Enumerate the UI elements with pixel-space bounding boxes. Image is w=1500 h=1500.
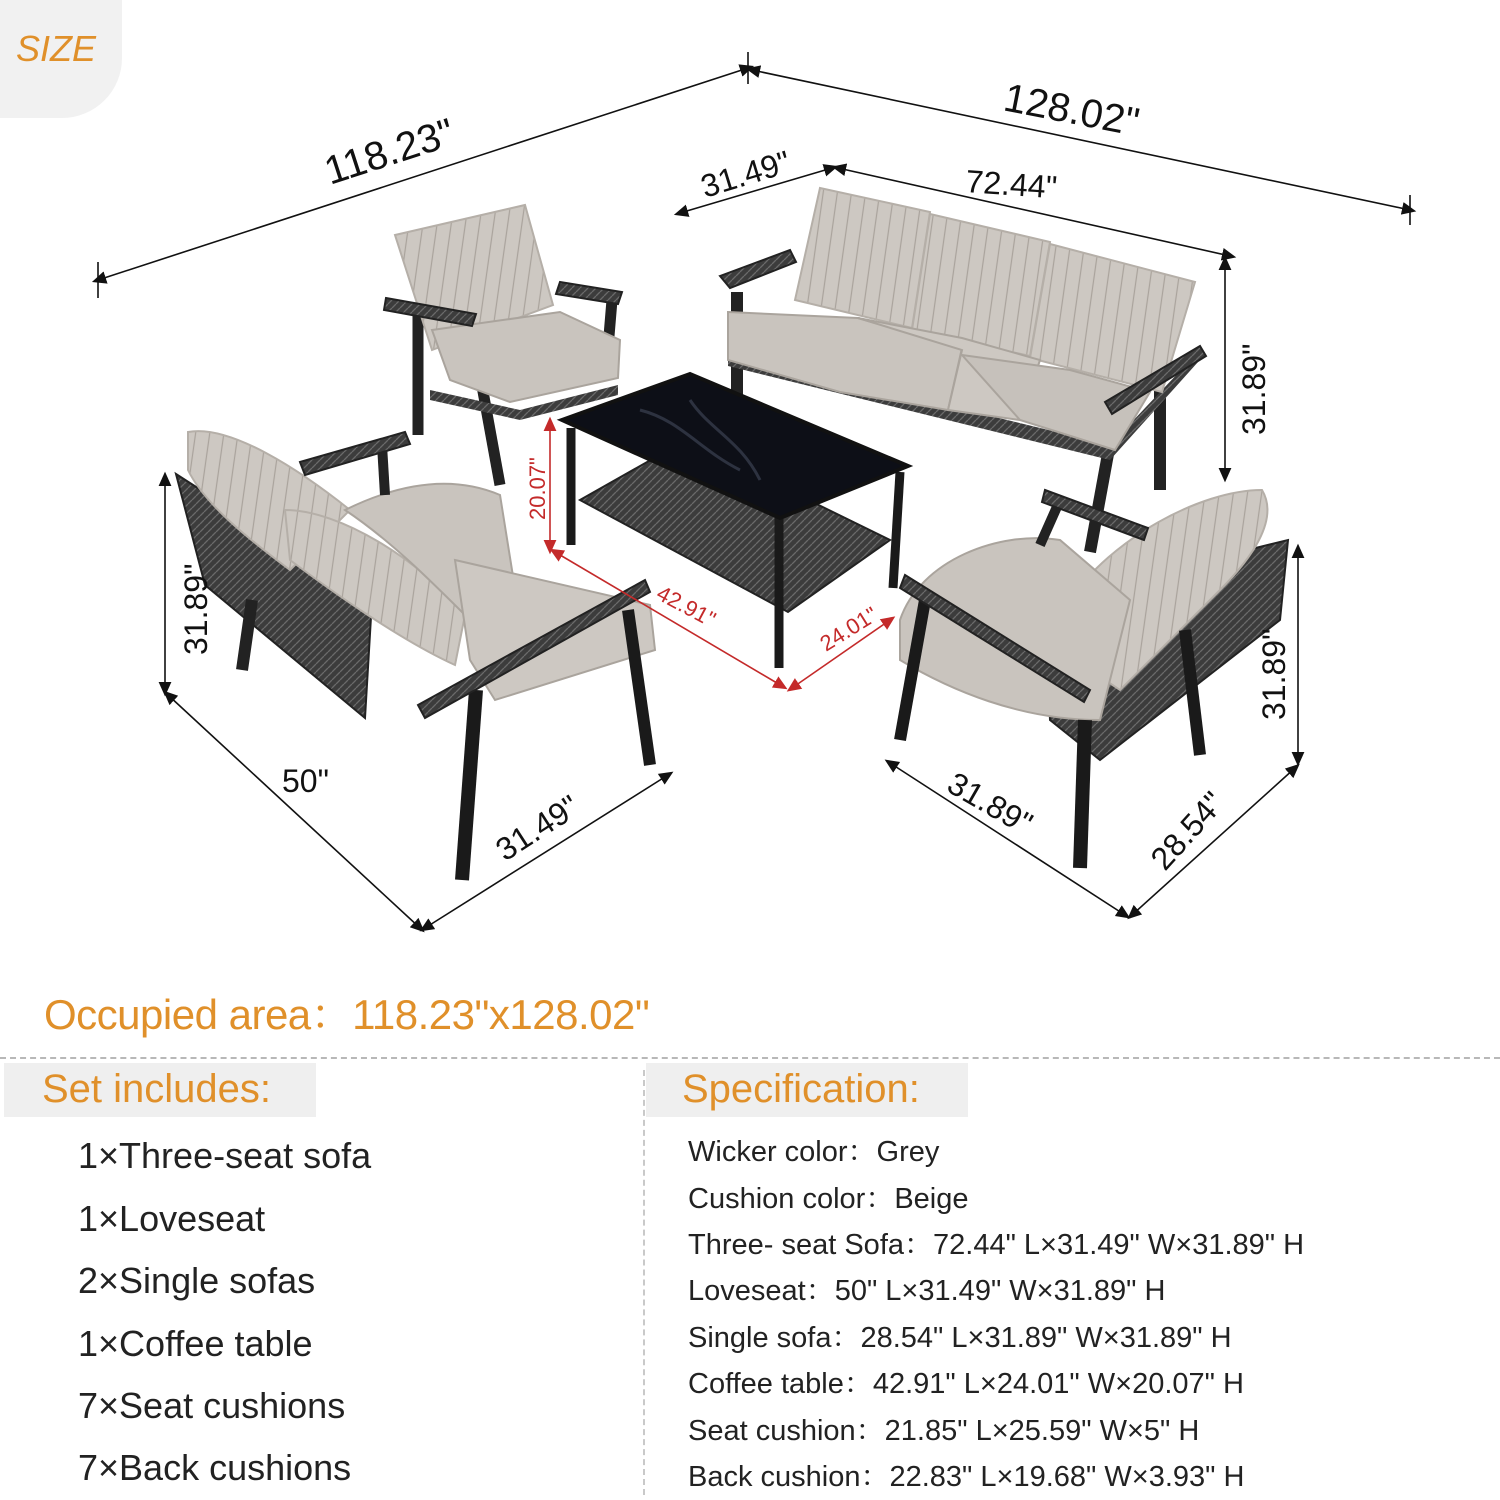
dim-loveseat-depth: 31.49" — [489, 787, 586, 868]
size-badge-label: SIZE — [16, 28, 97, 69]
set-includes-title: Set includes: — [42, 1067, 272, 1111]
spec-item: Wicker color：Grey — [688, 1136, 940, 1168]
set-item: 7×Back cushions — [78, 1447, 352, 1488]
dim-overall-right: 128.02" — [1000, 75, 1143, 145]
occupied-area: Occupied area：118.23"x128.02" — [44, 991, 650, 1038]
set-item: 1×Three-seat sofa — [78, 1135, 372, 1176]
spec-item: Coffee table：42.91" L×24.01" W×20.07" H — [688, 1368, 1244, 1400]
dim-table-width: 24.01" — [815, 601, 882, 657]
spec-item: Three- seat Sofa：72.44" L×31.49" W×31.89" H — [688, 1229, 1305, 1261]
specification-header — [646, 1063, 968, 1117]
column-divider — [643, 1070, 645, 1495]
dim-single-height: 31.89" — [1256, 628, 1292, 720]
dim-loveseat-height: 31.89" — [178, 563, 214, 655]
set-item: 7×Seat cushions — [78, 1385, 346, 1426]
dim-sofa-depth: 31.49" — [696, 143, 795, 205]
set-item: 2×Single sofas — [78, 1260, 316, 1301]
dim-sofa-height: 31.89" — [1236, 343, 1272, 435]
dim-sofa-length: 72.44" — [964, 163, 1059, 206]
set-item: 1×Coffee table — [78, 1323, 313, 1364]
set-includes-header — [4, 1063, 316, 1117]
dim-single-depth: 31.89" — [941, 764, 1039, 842]
dim-table-length: 42.91" — [652, 580, 720, 632]
single-sofa-back — [384, 205, 622, 485]
dim-single-length: 28.54" — [1143, 784, 1232, 877]
spec-item: Single sofa：28.54" L×31.89" W×31.89" H — [688, 1322, 1232, 1354]
spec-item: Cushion color：Beige — [688, 1183, 969, 1215]
section-divider — [0, 1057, 1500, 1059]
dim-loveseat-length: 50" — [282, 763, 329, 799]
dim-overall-left: 118.23" — [319, 110, 460, 194]
spec-item: Back cushion：22.83" L×19.68" W×3.93" H — [688, 1461, 1245, 1493]
specification-title: Specification: — [682, 1067, 920, 1111]
set-item: 1×Loveseat — [78, 1198, 266, 1239]
spec-item: Loveseat：50" L×31.49" W×31.89" H — [688, 1275, 1166, 1307]
spec-item: Seat cushion：21.85" L×25.59" W×5" H — [688, 1415, 1200, 1447]
dim-table-height: 20.07" — [525, 457, 550, 520]
